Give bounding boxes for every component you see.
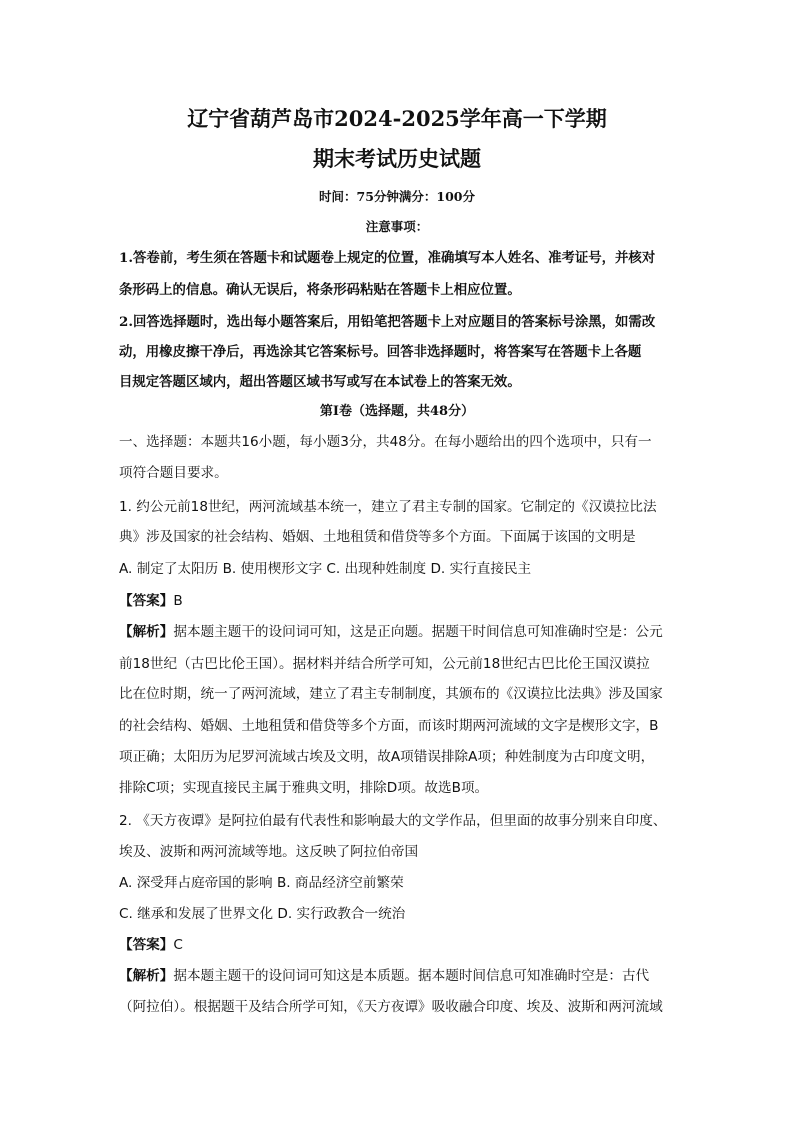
answer-tag: 【答案】 — [119, 593, 174, 609]
question-2-stem: 2. 《天方夜谭》是阿拉伯最有代表性和影响最大的文学作品，但里面的故事分别来自印度、 — [119, 813, 667, 829]
question-1-options: A. 制定了太阳历 B. 使用楔形文字 C. 出现种姓制度 D. 实行直接民主 — [119, 561, 532, 577]
answer-value: C — [173, 937, 183, 953]
exam-title-line2: 期末考试历史试题 — [313, 146, 481, 171]
time-info: 时间：75分钟满分：100分 — [319, 189, 475, 204]
section-heading: 第Ⅰ卷（选择题，共48分） — [319, 404, 475, 419]
question-2-analysis: （阿拉伯）。根据题干及结合所学可知，《天方夜谭》吸收融合印度、埃及、波斯和两河流域 — [119, 999, 663, 1015]
question-2-analysis — [119, 966, 679, 986]
question-2-stem: 埃及、波斯和两河流域等地。这反映了阿拉伯帝国 — [119, 844, 419, 860]
notice-line: 动，用橡皮擦干净后，再选涂其它答案标号。回答非选择题时，将答案写在答题卡上各题 — [119, 344, 642, 360]
analysis-text: 据本题主题干的设问词可知，这是正向题。据题干时间信息可知准确时空是：公元 — [173, 624, 663, 640]
question-1-analysis: 的社会结构、婚姻、土地租赁和借贷等多个方面，而该时期两河流域的文字是楔形文字，B — [119, 718, 659, 734]
question-1-stem: 1. 约公元前18世纪，两河流域基本统一，建立了君主专制的国家。它制定的《汉谟拉比法 — [119, 499, 657, 515]
section-intro: 项符合题目要求。 — [119, 465, 228, 481]
question-2-options: C. 继承和发展了世界文化 D. 实行政教合一统治 — [119, 906, 406, 922]
notice-line: 目规定答题区域内，超出答题区域书写或写在本试卷上的答案无效。 — [119, 374, 521, 390]
exam-title-line1: 辽宁省葫芦岛市2024-2025学年高一下学期 — [187, 106, 607, 131]
question-1-analysis — [119, 622, 679, 642]
analysis-tag: 【解析】 — [119, 624, 174, 640]
question-2-answer — [119, 935, 679, 955]
question-2-options: A. 深受拜占庭帝国的影响 B. 商品经济空前繁荣 — [119, 875, 404, 891]
question-1-analysis: 排除C项；实现直接民主属于雅典文明，排除D项。故选B项。 — [119, 780, 489, 796]
analysis-text: 据本题主题干的设问词可知这是本质题。据本题时间信息可知准确时空是：古代 — [173, 968, 650, 984]
question-1-analysis: 前18世纪（古巴比伦王国）。据材料并结合所学可知，公元前18世纪古巴比伦王国汉谟拉 — [119, 656, 650, 672]
question-1-analysis: 项正确；太阳历为尼罗河流域古埃及文明，故A项错误排除A项；种姓制度为古印度文明， — [119, 749, 655, 765]
answer-tag: 【答案】 — [119, 937, 174, 953]
notice-title: 注意事项： — [365, 219, 429, 234]
notice-line: 1.答卷前，考生须在答题卡和试题卷上规定的位置，准确填写本人姓名、准考证号，并核对 — [119, 250, 656, 266]
notice-line: 条形码上的信息。确认无误后，将条形码粘贴在答题卡上相应位置。 — [119, 282, 521, 298]
question-1-answer — [119, 591, 679, 611]
question-1-stem: 典》涉及国家的社会结构、婚姻、土地租赁和借贷等多个方面。下面属于该国的文明是 — [119, 529, 636, 545]
notice-line: 2.回答选择题时，选出每小题答案后，用铅笔把答题卡上对应题目的答案标号涂黑，如需改 — [119, 314, 656, 330]
analysis-tag: 【解析】 — [119, 968, 174, 984]
question-1-analysis: 比在位时期，统一了两河流域，建立了君主专制制度，其颁布的《汉谟拉比法典》涉及国家 — [119, 686, 663, 702]
section-intro: 一、选择题：本题共16小题，每小题3分，共48分。在每小题给出的四个选项中，只有一 — [119, 434, 652, 450]
answer-value: B — [173, 593, 183, 609]
